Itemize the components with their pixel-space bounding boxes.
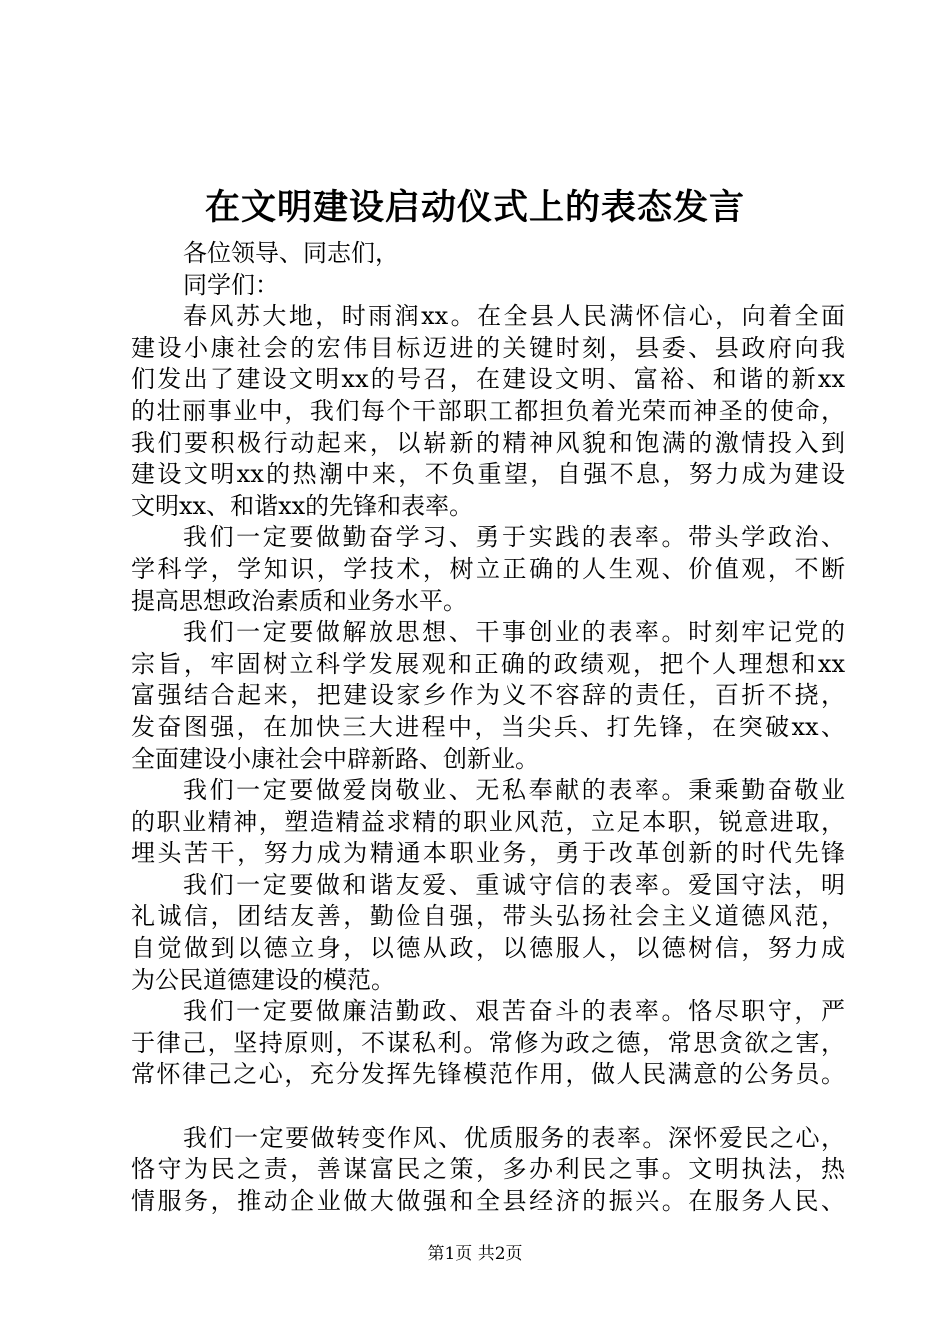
text-line: 埋头苦干，努力成为精通本职业务，勇于改革创新的时代先锋: [131, 839, 845, 868]
text-line: 同学们：: [183, 270, 279, 299]
text-line: 我们一定要做解放思想、干事创业的表率。时刻牢记党的: [183, 618, 845, 647]
text-line: [131, 1091, 845, 1123]
text-line: 提高思想政治素质和业务水平。: [131, 586, 467, 615]
text-line: 的壮丽事业中，我们每个干部职工都担负着光荣而神圣的使命，: [131, 396, 845, 425]
text-line: 情服务，推动企业做大做强和全县经济的振兴。在服务人民、: [131, 1186, 845, 1215]
text-line: 春风苏大地，时雨润xx。在全县人民满怀信心，向着全面: [183, 302, 845, 331]
document-title: 在文明建设启动仪式上的表态发言: [204, 187, 745, 228]
document-body: [131, 238, 845, 1217]
page-footer: 第1页 共2页: [427, 1244, 523, 1264]
text-line: 我们一定要做勤奋学习、勇于实践的表率。带头学政治、: [183, 523, 845, 552]
text-line: 我们一定要做和谐友爱、重诚守信的表率。爱国守法，明: [183, 870, 845, 899]
text-line: 建设文明xx的热潮中来，不负重望，自强不息，努力成为建设: [131, 460, 845, 489]
text-line: 建设小康社会的宏伟目标迈进的关键时刻，县委、县政府向我: [131, 333, 845, 362]
text-line: 我们一定要做廉洁勤政、艰苦奋斗的表率。恪尽职守，严: [183, 997, 845, 1026]
text-line: 全面建设小康社会中辟新路、创新业。: [131, 744, 539, 773]
text-line: 我们要积极行动起来，以崭新的精神风貌和饱满的激情投入到: [131, 428, 845, 457]
text-line: 文明xx、和谐xx的先锋和表率。: [131, 491, 474, 520]
text-line: 于律己，坚持原则，不谋私利。常修为政之德，常思贪欲之害，: [131, 1028, 845, 1057]
text-line: 常怀律己之心，充分发挥先锋模范作用，做人民满意的公务员。: [131, 1060, 845, 1089]
text-line: 为公民道德建设的模范。: [131, 965, 395, 994]
text-line: 发奋图强，在加快三大进程中，当尖兵、打先锋，在突破xx、: [131, 712, 845, 741]
text-line: 的职业精神，塑造精益求精的职业风范，立足本职，锐意进取，: [131, 807, 845, 836]
text-line: 宗旨，牢固树立科学发展观和正确的政绩观，把个人理想和xx: [131, 649, 845, 678]
text-line: 自觉做到以德立身，以德从政，以德服人，以德树信，努力成: [131, 934, 845, 963]
text-line: 恪守为民之责，善谋富民之策，多办利民之事。文明执法，热: [131, 1155, 845, 1184]
text-line: 礼诚信，团结友善，勤俭自强，带头弘扬社会主义道德风范，: [131, 902, 845, 931]
text-line: 我们一定要做转变作风、优质服务的表率。深怀爱民之心，: [183, 1123, 845, 1152]
text-line: 我们一定要做爱岗敬业、无私奉献的表率。秉乘勤奋敬业: [183, 776, 845, 805]
text-line: 各位领导、同志们，: [183, 239, 399, 267]
text-line: 们发出了建设文明xx的号召，在建设文明、富裕、和谐的新xx: [131, 365, 845, 394]
text-line: 富强结合起来，把建设家乡作为义不容辞的责任，百折不挠，: [131, 681, 845, 710]
text-line: 学科学，学知识，学技术，树立正确的人生观、价值观，不断: [131, 554, 845, 583]
